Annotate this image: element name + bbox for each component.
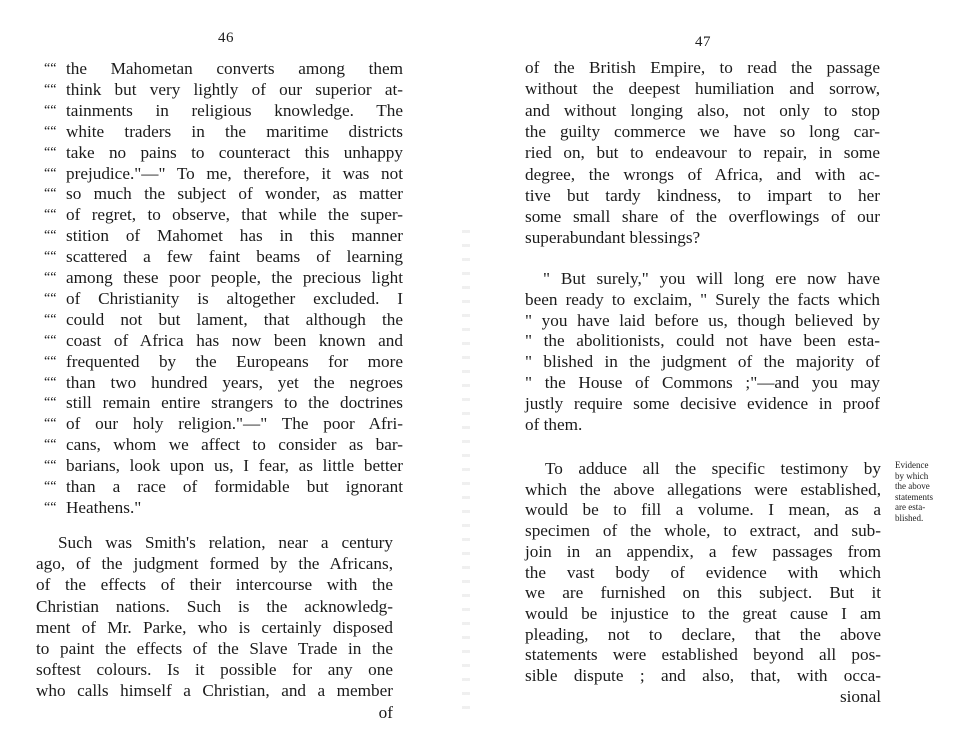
quote-mark: ““ bbox=[44, 395, 57, 411]
text-line: " the abolitionists, could not have been esta- bbox=[525, 331, 880, 351]
text-line: of the British Empire, to read the passage bbox=[525, 58, 880, 77]
text-line: " blished in the judgment of the majority of bbox=[525, 352, 880, 372]
margin-note-line: blished. bbox=[895, 512, 924, 523]
text-line: To adduce all the specific testimony by bbox=[545, 459, 881, 478]
text-line: than two hundred years, yet the negroes bbox=[66, 372, 403, 392]
text-line: so much the subject of wonder, as matter bbox=[66, 184, 403, 204]
quote-mark: ““ bbox=[44, 249, 57, 265]
text-line: could not but lament, that although the bbox=[66, 309, 403, 329]
text-line: been ready to exclaim, " Surely the facts which bbox=[525, 289, 880, 309]
text-line: ago, of the judgment formed by the Africans, bbox=[36, 554, 393, 574]
text-line: of the effects of their intercourse with the bbox=[36, 575, 393, 595]
page-number-left: 46 bbox=[218, 30, 234, 46]
text-line: the guilty commerce we have so long car- bbox=[525, 121, 880, 141]
left-page bbox=[0, 0, 470, 753]
text-line: of regret, to observe, that while the super- bbox=[66, 205, 403, 225]
quote-mark: ““ bbox=[44, 290, 57, 306]
text-line: who calls himself a Christian, and a member bbox=[36, 681, 393, 701]
text-line: sible dispute ; and also, that, with occa- bbox=[525, 666, 881, 685]
text-line: of them. bbox=[525, 414, 583, 434]
text-line: to paint the effects of the Slave Trade in the bbox=[36, 639, 393, 658]
quote-mark: ““ bbox=[44, 165, 57, 181]
margin-note-line: statements bbox=[895, 491, 933, 502]
text-line: think but very lightly of our superior at- bbox=[66, 79, 403, 99]
quote-mark: ““ bbox=[44, 499, 57, 515]
margin-note-line: by which bbox=[895, 470, 929, 481]
quote-mark: ““ bbox=[44, 353, 57, 369]
text-line: the vast body of evidence with which bbox=[525, 562, 881, 582]
quote-mark: ““ bbox=[44, 207, 57, 223]
quote-mark: ““ bbox=[44, 61, 57, 76]
text-line: than a race of formidable but ignorant bbox=[66, 477, 403, 496]
text-line: among these poor people, the precious light bbox=[66, 268, 403, 287]
text-line: Christian nations. Such is the acknowledg- bbox=[36, 596, 393, 616]
page-number-right: 47 bbox=[695, 34, 711, 50]
text-line: " you have laid before us, though believed by bbox=[525, 310, 880, 330]
text-line: pleading, not to declare, that the above bbox=[525, 624, 881, 644]
text-line: tive but tardy kindness, to impart to her bbox=[525, 185, 880, 205]
quote-mark: ““ bbox=[44, 416, 57, 432]
text-line: cans, whom we affect to consider as bar- bbox=[66, 435, 403, 455]
text-line: Heathens." bbox=[66, 497, 142, 517]
text-line: Such was Smith's relation, near a century bbox=[58, 533, 393, 552]
text-line: tainments in religious knowledge. The bbox=[66, 100, 403, 120]
quote-mark: ““ bbox=[44, 374, 57, 390]
text-line: ment of Mr. Parke, who is certainly disposed bbox=[36, 617, 393, 637]
text-line: of bbox=[378, 702, 393, 722]
text-line: which the above allegations were established, bbox=[525, 479, 881, 499]
text-line: sional bbox=[839, 686, 881, 706]
quote-mark: ““ bbox=[44, 102, 57, 118]
text-line: of our holy religion."—" The poor Afri- bbox=[66, 414, 403, 434]
book-gutter bbox=[462, 230, 470, 710]
quote-mark: ““ bbox=[44, 186, 57, 202]
text-line: specimen of the whole, to extract, and sub- bbox=[525, 521, 881, 541]
text-line: we are furnished on this subject. But it bbox=[525, 583, 881, 603]
text-line: still remain entire strangers to the doctrines bbox=[66, 393, 403, 413]
text-line: prejudice."—" To me, therefore, it was not bbox=[66, 163, 403, 183]
quote-mark: ““ bbox=[44, 81, 57, 97]
text-line: softest colours. Is it possible for any one bbox=[36, 660, 393, 680]
quote-mark: ““ bbox=[44, 123, 57, 139]
margin-note-line: the above bbox=[895, 481, 930, 491]
text-line: stition of Mahomet has in this manner bbox=[66, 226, 403, 246]
text-line: some small share of the overflowings of our bbox=[525, 207, 880, 227]
quote-mark: ““ bbox=[44, 479, 57, 494]
text-line: scattered a few faint beams of learning bbox=[66, 247, 403, 267]
quote-mark: ““ bbox=[44, 437, 57, 453]
margin-note bbox=[895, 460, 955, 523]
text-line: ried on, but to endeavour to repair, in some bbox=[525, 143, 880, 163]
quote-mark: ““ bbox=[44, 144, 57, 160]
text-line: frequented by the Europeans for more bbox=[66, 351, 403, 371]
margin-note-line: are esta- bbox=[895, 502, 926, 512]
text-line: barians, look upon us, I fear, as little better bbox=[66, 456, 403, 476]
text-line: and without longing also, not only to stop bbox=[525, 100, 880, 120]
quote-mark: ““ bbox=[44, 458, 57, 474]
text-line: " the House of Commons ;"—and you may bbox=[525, 373, 880, 392]
quote-mark: ““ bbox=[44, 332, 57, 348]
text-line: the Mahometan converts among them bbox=[66, 59, 403, 78]
text-line: join in an appendix, a few passages from bbox=[525, 541, 881, 561]
text-line: degree, the wrongs of Africa, and with ac- bbox=[525, 164, 880, 184]
text-line: of Christianity is altogether excluded. I bbox=[66, 288, 403, 308]
text-line: white traders in the maritime districts bbox=[66, 121, 403, 141]
text-line: take no pains to counteract this unhappy bbox=[66, 142, 403, 162]
margin-note-line: Evidence bbox=[895, 460, 929, 470]
text-line: superabundant blessings? bbox=[525, 228, 701, 248]
text-line: statements were established beyond all pos- bbox=[525, 645, 881, 665]
quote-mark: ““ bbox=[44, 270, 57, 285]
text-line: would be to fill a volume. I mean, as a bbox=[525, 500, 881, 520]
text-line: justly require some decisive evidence in proof bbox=[525, 393, 880, 413]
text-line: " But surely," you will long ere now have bbox=[543, 269, 880, 288]
text-line: without the deepest humiliation and sorrow, bbox=[525, 79, 880, 99]
quote-mark: ““ bbox=[44, 311, 57, 327]
text-line: would be injustice to the great cause I am bbox=[525, 603, 881, 623]
right-page bbox=[470, 0, 980, 753]
text-line: coast of Africa has now been known and bbox=[66, 330, 403, 350]
quote-mark: ““ bbox=[44, 228, 57, 244]
